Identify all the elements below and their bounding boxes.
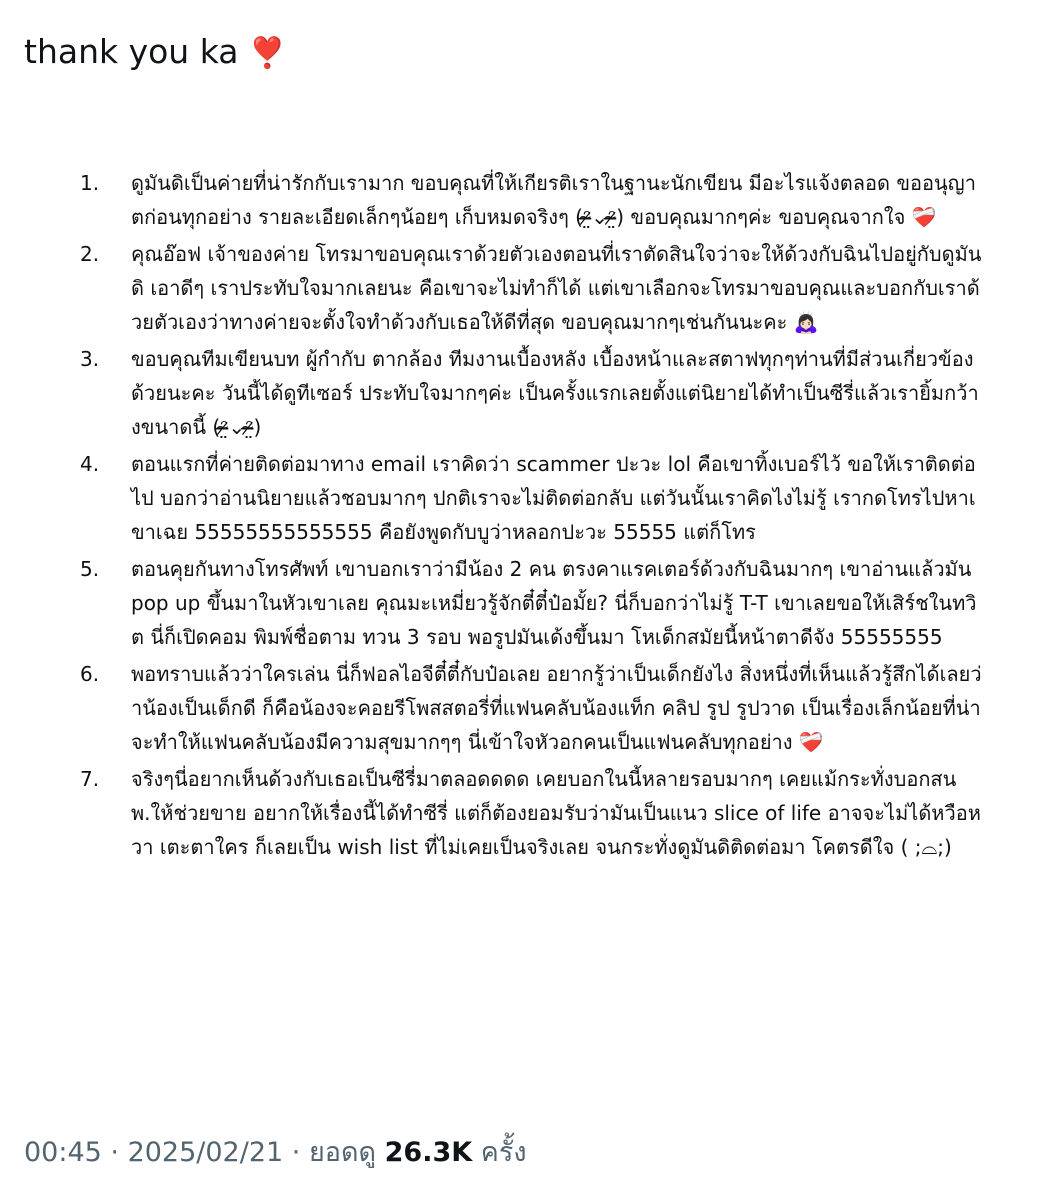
list-item-number: 6. bbox=[80, 662, 100, 686]
tweet-text bbox=[24, 28, 286, 78]
tweet-meta bbox=[24, 1133, 527, 1173]
list-item-text: ขอบคุณทีมเขียนบท ผู้กำกับ ตากล้อง ทีมงานเบื้องหลัง เบื้องหน้าและสตาฟทุกๆท่านที่มีส่วนเกี่ยวข้องด้วยนะคะ วันนี้ได้ดูทีเซอร์ ประทับใจมากๆค่ะ เป็นครั้งแรกเลยตั้งแต่นิยายได้ทำเป็นซีรี่แล้วเรายิ้มกว้างขนาดนี้ (ᵔ̴̶̷̤⌄ᵔ̴̶̷̤) bbox=[131, 347, 979, 439]
list-item-number: 1. bbox=[80, 171, 100, 195]
list-item bbox=[0, 657, 1046, 759]
attached-image[interactable] bbox=[0, 100, 1046, 1120]
list-item-text: พอทราบแล้วว่าใครเล่น นี่ก็ฟอลไอจีตี๋ตี๋กับป๋อเลย อยากรู้ว่าเป็นเด็กยังไง สิ่งหนึ่งที่เห็นแล้วรู้สึกได้เลยว่าน้องเป็นเด็กดี ก็คือน้องจะคอยรีโพสสตอรี่ที่แฟนคลับน้องแท็ก คลิป รูป รูปวาด เป็นเรื่องเล็กน้อยที่น่าจะทำให้แฟนคลับน้องมีความสุขมากๆๆ นี่เข้าใจหัวอกคนเป็นแฟนคลับทุกอย่าง ❤️‍🩹 bbox=[131, 662, 982, 754]
list-item-text: ดูมันดิเป็นค่ายที่น่ารักกับเรามาก ขอบคุณที่ให้เกียรติเราในฐานะนักเขียน มีอะไรแจ้งตลอด ขออนุญาตก่อนทุกอย่าง รายละเอียดเล็กๆน้อยๆ เก็บหมดจริงๆ (ᵔ̴̶̷̤⌄ᵔ̴̶̷̤) ขอบคุณมากๆค่ะ ขอบคุณจากใจ ❤️‍🩹 bbox=[131, 171, 976, 229]
list-item bbox=[0, 166, 1046, 234]
list-item bbox=[0, 447, 1046, 549]
tweet-time[interactable]: 00:45 bbox=[24, 1137, 102, 1168]
list-item-text: คุณอ๊อฟ เจ้าของค่าย โทรมาขอบคุณเราด้วยตัวเองตอนที่เราตัดสินใจว่าจะให้ด้วงกับฉินไปอยู่กับดูมันดิ เอาดีๆ เราประทับใจมากเลยนะ คือเขาจะไม่ทำก็ได้ แต่เขาเลือกจะโทรมาขอบคุณและบอกกับเราด้วยตัวเองว่าทางค่ายจะตั้งใจทำด้วงกับเธอให้ดีที่สุด ขอบคุณมากๆเช่นกันนะคะ 🙇🏻‍♀️ bbox=[131, 242, 982, 334]
tweet-date[interactable]: 2025/02/21 bbox=[127, 1137, 284, 1168]
heart-exclamation-icon: ❣️ bbox=[248, 36, 286, 71]
tweet-text-content: thank you ka bbox=[24, 32, 239, 71]
views-count: 26.3K bbox=[384, 1137, 473, 1168]
list-item bbox=[0, 237, 1046, 339]
list-item bbox=[0, 762, 1046, 864]
meta-separator: · bbox=[101, 1137, 128, 1168]
views-label: ยอดดู bbox=[308, 1137, 377, 1168]
list-item-number: 2. bbox=[80, 242, 100, 266]
list-item-number: 7. bbox=[80, 767, 100, 791]
meta-separator: · bbox=[283, 1137, 309, 1168]
list-item-number: 4. bbox=[80, 452, 100, 476]
list-item bbox=[0, 342, 1046, 444]
list-item-number: 3. bbox=[80, 347, 100, 371]
views-unit: ครั้ง bbox=[480, 1137, 527, 1168]
list-item-text: ตอนแรกที่ค่ายติดต่อมาทาง email เราคิดว่า scammer ปะวะ lol คือเขาทิ้งเบอร์ไว้ ขอให้เราติดต่อไป บอกว่าอ่านนิยายแล้วชอบมากๆ ปกติเราจะไม่ติดต่อกลับ แต่วันนั้นเราคิดไงไม่รู้ เรากดโทรไปหาเขาเฉย 55555555555555 คือยังพูดกับบูว่าหลอกปะวะ 55555 แต่ก็โทร bbox=[131, 452, 976, 544]
list-item bbox=[0, 552, 1046, 654]
notes-list bbox=[0, 166, 1046, 867]
list-item-text: จริงๆนี่อยากเห็นด้วงกับเธอเป็นซีรี่มาตลอดดดด เคยบอกในนี้หลายรอบมากๆ เคยแม้กระทั่งบอกสนพ.ให้ช่วยขาย อยากให้เรื่องนี้ได้ทำซีรี่ แต่ก็ต้องยอมรับว่ามันเป็นแนว slice of life อาจจะไม่ได้หวือหวา เตะตาใคร ก็เลยเป็น wish list ที่ไม่เคยเป็นจริงเลย จนกระทั่งดูมันดิติดต่อมา โคตรดีใจ ( ;⌓;) bbox=[131, 767, 981, 859]
list-item-number: 5. bbox=[80, 557, 100, 581]
list-item-text: ตอนคุยกันทางโทรศัพท์ เขาบอกเราว่ามีน้อง 2 คน ตรงคาแรคเตอร์ด้วงกับฉินมากๆ เขาอ่านแล้วมัน pop up ขึ้นมาในหัวเขาเลย คุณมะเหมี่ยวรู้จักตี๋ตี๋ป๋อมั้ย? นี่ก็บอกว่าไม่รู้ T-T เขาเลยขอให้เสิร์ชในทวิต นี่ก็เปิดคอม พิมพ์ชื่อตาม ทวน 3 รอบ พอรูปมันเด้งขึ้นมา โหเด็กสมัยนี้หน้าตาดีจัง 55555555 bbox=[131, 557, 977, 649]
